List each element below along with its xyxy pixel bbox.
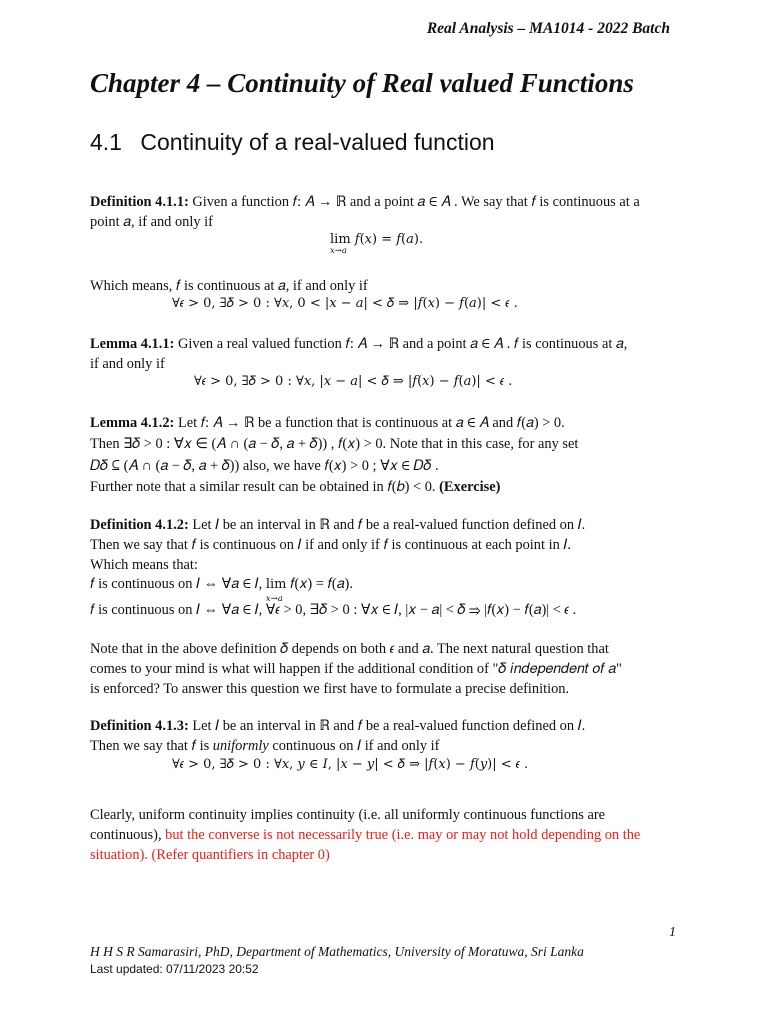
lemma-4-1-1-formula: ∀𝜖 > 0, ∃𝛿 > 0 : ∀𝑥, |𝑥 − 𝑎| < 𝛿 ⇒ |𝑓(𝑥) − 𝑓(𝑎)| < 𝜖 .	[194, 374, 513, 389]
section-heading	[90, 129, 495, 156]
closing-line1: Clearly, uniform continuity implies continuity (i.e. all uniformly continuous functions are	[90, 807, 606, 823]
formula-rest: 𝑓(𝑥) = 𝑓(𝑎).	[350, 232, 424, 247]
closing-line2a: continuous),	[90, 827, 166, 843]
def-4-1-3-label: Definition 4.1.3:	[90, 718, 189, 734]
def-4-1-3-line2	[90, 736, 439, 756]
exercise-label: (Exercise)	[439, 479, 501, 495]
def-4-1-3-line2b: continuous on 𝐼 if and only if	[268, 738, 440, 754]
def-4-1-2-line2: Then we say that 𝑓 is continuous on 𝐼 if and only if 𝑓 is continuous at each point in 𝐼.	[90, 537, 571, 553]
def-4-1-1-formula	[330, 232, 424, 256]
def-4-1-2-line4b: 𝑓(𝑥) = 𝑓(𝑎).	[286, 576, 353, 592]
def-4-1-2-line4	[90, 574, 353, 604]
def-4-1-1-line1	[90, 192, 640, 212]
limit-operator-2	[265, 575, 287, 604]
lemma-4-1-1-line2: if and only if	[90, 356, 165, 372]
lemma-4-1-1-label: Lemma 4.1.1:	[90, 336, 175, 352]
def-4-1-2-line4a: 𝑓 is continuous on 𝐼 ⇔ ∀𝑎 ∈ 𝐼,	[90, 576, 266, 592]
def-4-1-3-line2a: Then we say that 𝑓 is	[90, 738, 213, 754]
closing-red-text: but the converse is not necessarily true (i.e. may or may not hold depending on the	[165, 827, 641, 843]
lim-subscript-2: x→a	[265, 594, 283, 604]
def-4-1-2-text: Let 𝐼 be an interval in ℝ and 𝑓 be a real-valued function defined on 𝐼.	[192, 517, 586, 533]
lemma-4-1-2-label: Lemma 4.1.2:	[90, 415, 175, 431]
note-line3: is enforced? To answer this question we first have to formulate a precise definition.	[90, 681, 570, 697]
lemma-4-1-2-line4	[90, 477, 500, 497]
running-header: Real Analysis – MA1014 - 2022 Batch	[426, 20, 670, 37]
page-number: 1	[669, 925, 676, 940]
lemma-4-1-2-line1	[90, 413, 565, 433]
footer-updated: Last updated: 07/11/2023 20:52	[90, 962, 259, 976]
section-title: Continuity of a real-valued function	[140, 129, 495, 155]
lemma-4-1-2-line2: Then ∃𝛿 > 0 : ∀𝑥 ∈ (𝐴 ∩ (𝑎 − 𝛿, 𝑎 + 𝛿)) , 𝑓(𝑥) > 0. Note that in this case, for any set	[90, 436, 579, 452]
footer-author: H H S R Samarasiri, PhD, Department of Mathematics, University of Moratuwa, Sri Lanka	[90, 944, 584, 959]
def-4-1-1-label: Definition 4.1.1:	[90, 194, 189, 210]
def-4-1-2-label: Definition 4.1.2:	[90, 517, 189, 533]
def-4-1-2-line5: 𝑓 is continuous on 𝐼 ⇔ ∀𝑎 ∈ 𝐼, ∀𝜖 > 0, ∃𝛿 > 0 : ∀𝑥 ∈ 𝐼, |𝑥 − 𝑎| < 𝛿 ⇒ |𝑓(𝑥) − 𝑓(𝑎)| < 𝜖 .	[90, 602, 577, 618]
limit-operator	[330, 232, 351, 256]
def-4-1-1-text: Given a function 𝑓: 𝐴 → ℝ and a point 𝑎 ∈ 𝐴 . We say that 𝑓 is continuous at a	[192, 194, 640, 210]
chapter-title: Chapter 4 – Continuity of Real valued Functions	[90, 68, 634, 98]
def-4-1-3-formula: ∀𝜖 > 0, ∃𝛿 > 0 : ∀𝑥, 𝑦 ∈ 𝐼, |𝑥 − 𝑦| < 𝛿 ⇒ |𝑓(𝑥) − 𝑓(𝑦)| < 𝜖 .	[172, 757, 529, 772]
lemma-4-1-1-line1	[90, 334, 627, 354]
lim-text: lim	[330, 232, 351, 247]
note-line1: Note that in the above definition 𝛿 depends on both 𝜖 and 𝑎. The next natural question that	[90, 641, 609, 657]
lim-text-2: lim	[265, 577, 287, 592]
lemma-4-1-2-line3: 𝐷𝛿 ⊆ (𝐴 ∩ (𝑎 − 𝛿, 𝑎 + 𝛿)) also, we have 𝑓(𝑥) > 0 ; ∀𝑥 ∈ 𝐷𝛿 .	[90, 458, 439, 474]
def-4-1-2-line1	[90, 515, 585, 535]
section-number: 4.1	[90, 129, 122, 155]
uniformly-emphasis: uniformly	[212, 738, 269, 754]
closing-line2	[90, 825, 640, 845]
lemma-4-1-1-text: Given a real valued function 𝑓: 𝐴 → ℝ and a point 𝑎 ∈ 𝐴 . 𝑓 is continuous at 𝑎,	[177, 336, 628, 352]
lim-subscript: x→a	[330, 246, 347, 256]
note-line2: comes to your mind is what will happen if the additional condition of "𝛿 𝑖𝑛𝑑𝑒𝑝𝑒𝑛𝑑𝑒𝑛𝑡 𝑜𝑓 𝑎"	[90, 661, 622, 677]
lemma-4-1-2-text4: Further note that a similar result can be obtained in 𝑓(𝑏) < 0.	[90, 479, 436, 495]
def-4-1-1-formula2: ∀𝜖 > 0, ∃𝛿 > 0 : ∀𝑥, 0 < |𝑥 − 𝑎| < 𝛿 ⇒ |𝑓(𝑥) − 𝑓(𝑎)| < 𝜖 .	[172, 296, 518, 311]
closing-line3: situation). (Refer quantifiers in chapter 0)	[90, 847, 330, 863]
def-4-1-3-line1	[90, 716, 585, 736]
def-4-1-1-line2: point 𝑎, if and only if	[90, 214, 213, 230]
def-4-1-3-text: Let 𝐼 be an interval in ℝ and 𝑓 be a real-valued function defined on 𝐼.	[192, 718, 586, 734]
def-4-1-2-line3: Which means that:	[90, 557, 198, 573]
lemma-4-1-2-text: Let 𝑓: 𝐴 → ℝ be a function that is continuous at 𝑎 ∈ 𝐴 and 𝑓(𝑎) > 0.	[177, 415, 565, 431]
def-4-1-1-means: Which means, 𝑓 is continuous at 𝑎, if and only if	[90, 278, 368, 294]
